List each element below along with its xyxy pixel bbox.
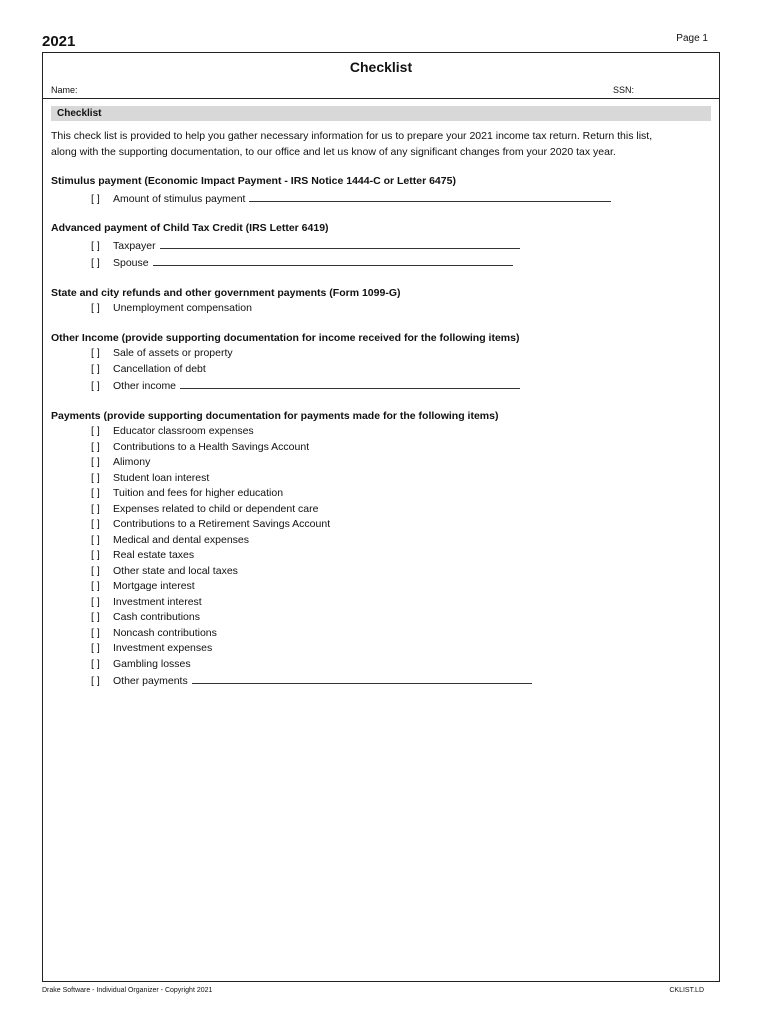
item-label: Gambling losses — [113, 657, 191, 670]
checkbox[interactable]: [ ] — [91, 642, 100, 654]
group-payments — [51, 409, 711, 690]
checkbox[interactable]: [ ] — [91, 564, 100, 577]
checkbox[interactable]: [ ] — [91, 471, 100, 484]
item-label: Cash contributions — [113, 611, 200, 623]
item-label: Educator classroom expenses — [113, 425, 254, 437]
fill-in-line[interactable] — [249, 190, 611, 202]
name-field-label: Name: — [51, 85, 78, 95]
checkbox[interactable]: [ ] — [91, 302, 100, 314]
group-title: Advanced payment of Child Tax Credit (IRS Letter 6419) — [51, 222, 329, 234]
item-label: Other income — [113, 380, 177, 392]
header-divider — [43, 98, 719, 99]
checkbox[interactable]: [ ] — [91, 456, 100, 468]
group-child-tax-credit — [51, 221, 711, 272]
item-label: Other payments — [113, 675, 188, 687]
group-title: Other Income (provide supporting documentation for income received for the following items) — [51, 331, 520, 344]
checklist-item[interactable] — [51, 471, 711, 487]
group-title: Stimulus payment (Economic Impact Payment - IRS Notice 1444-C or Letter 6475) — [51, 175, 456, 187]
item-label: Amount of stimulus payment — [113, 192, 246, 205]
item-label: Alimony — [113, 456, 151, 468]
item-label: Medical and dental expenses — [113, 533, 250, 546]
checkbox[interactable]: [ ] — [91, 239, 100, 252]
checklist-item[interactable] — [51, 548, 711, 564]
checklist-item[interactable] — [51, 595, 711, 611]
checkbox[interactable]: [ ] — [91, 626, 100, 639]
group-title: State and city refunds and other government payments (Form 1099-G) — [51, 286, 401, 299]
checkbox[interactable]: [ ] — [91, 657, 100, 670]
footer-copyright: Drake Software - Individual Organizer - Copyright 2021 — [42, 987, 213, 994]
checkbox[interactable]: [ ] — [91, 440, 100, 453]
item-label: Mortgage interest — [113, 580, 195, 592]
item-label: Investment expenses — [113, 642, 213, 654]
checklist-item[interactable] — [51, 237, 711, 255]
item-label: Contributions to a Retirement Savings Account — [113, 518, 331, 530]
item-label: Contributions to a Health Savings Account — [113, 440, 310, 453]
intro-text: This check list is provided to help you gather necessary information for us to prepare your 2021 income tax return. Return this list, along with the supporting documentation, to our office and let us know of any significant changes from your 2020 tax year. — [51, 130, 653, 158]
item-label: Student loan interest — [113, 471, 210, 484]
item-label: Other state and local taxes — [113, 564, 238, 577]
checkbox[interactable]: [ ] — [91, 257, 100, 269]
checkbox[interactable]: [ ] — [91, 611, 100, 623]
item-label: Taxpayer — [113, 239, 156, 252]
checkbox[interactable]: [ ] — [91, 580, 100, 592]
footer-form-code: CKLIST.LD — [669, 987, 704, 994]
checkbox[interactable]: [ ] — [91, 425, 100, 437]
checklist-item[interactable] — [51, 424, 711, 440]
checklist-item[interactable] — [51, 455, 711, 471]
tax-year: 2021 — [42, 33, 76, 50]
checklist-item[interactable] — [51, 517, 711, 533]
checklist-item[interactable] — [51, 610, 711, 626]
checkbox[interactable]: [ ] — [91, 502, 100, 515]
section-header: Checklist — [51, 106, 711, 121]
item-label: Tuition and fees for higher education — [113, 487, 284, 499]
checkbox[interactable]: [ ] — [91, 192, 100, 205]
checklist-item[interactable] — [51, 672, 711, 690]
fill-in-line[interactable] — [153, 254, 513, 266]
group-title: Payments (provide supporting documentation for payments made for the following items) — [51, 409, 499, 422]
checkbox[interactable]: [ ] — [91, 487, 100, 499]
fill-in-line[interactable] — [160, 237, 520, 249]
page-number: Page 1 — [676, 33, 708, 44]
checkbox[interactable]: [ ] — [91, 675, 100, 687]
checklist-item[interactable] — [51, 254, 711, 272]
item-label: Cancellation of debt — [113, 362, 206, 375]
checkbox[interactable]: [ ] — [91, 380, 100, 392]
checklist-item[interactable] — [51, 301, 711, 317]
ssn-field-label: SSN: — [613, 85, 635, 95]
checkbox[interactable]: [ ] — [91, 362, 100, 375]
item-label: Real estate taxes — [113, 549, 195, 561]
checkbox[interactable]: [ ] — [91, 549, 100, 561]
checklist-form — [42, 52, 720, 982]
item-label: Expenses related to child or dependent care — [113, 502, 319, 515]
item-label: Sale of assets or property — [113, 347, 233, 359]
checklist-content — [51, 129, 711, 704]
checkbox[interactable]: [ ] — [91, 347, 100, 359]
group-government-payments — [51, 286, 711, 317]
checklist-item[interactable] — [51, 564, 711, 580]
checklist-item[interactable] — [51, 190, 711, 208]
form-title: Checklist — [349, 59, 413, 75]
fill-in-line[interactable] — [180, 377, 520, 389]
fill-in-line[interactable] — [192, 672, 532, 684]
checklist-item[interactable] — [51, 486, 711, 502]
checklist-item[interactable] — [51, 626, 711, 642]
group-other-income — [51, 331, 711, 395]
checkbox[interactable]: [ ] — [91, 533, 100, 546]
checklist-item[interactable] — [51, 440, 711, 456]
checklist-item[interactable] — [51, 377, 711, 395]
item-label: Noncash contributions — [113, 626, 217, 639]
checklist-item[interactable] — [51, 579, 711, 595]
item-label: Unemployment compensation — [113, 302, 252, 314]
checklist-item[interactable] — [51, 641, 711, 657]
checklist-item[interactable] — [51, 346, 711, 362]
checkbox[interactable]: [ ] — [91, 518, 100, 530]
checklist-item[interactable] — [51, 657, 711, 673]
checkbox[interactable]: [ ] — [91, 595, 100, 608]
group-stimulus — [51, 174, 711, 207]
checklist-item[interactable] — [51, 502, 711, 518]
item-label: Spouse — [113, 257, 149, 269]
item-label: Investment interest — [113, 595, 202, 608]
checklist-item[interactable] — [51, 362, 711, 378]
checklist-item[interactable] — [51, 533, 711, 549]
